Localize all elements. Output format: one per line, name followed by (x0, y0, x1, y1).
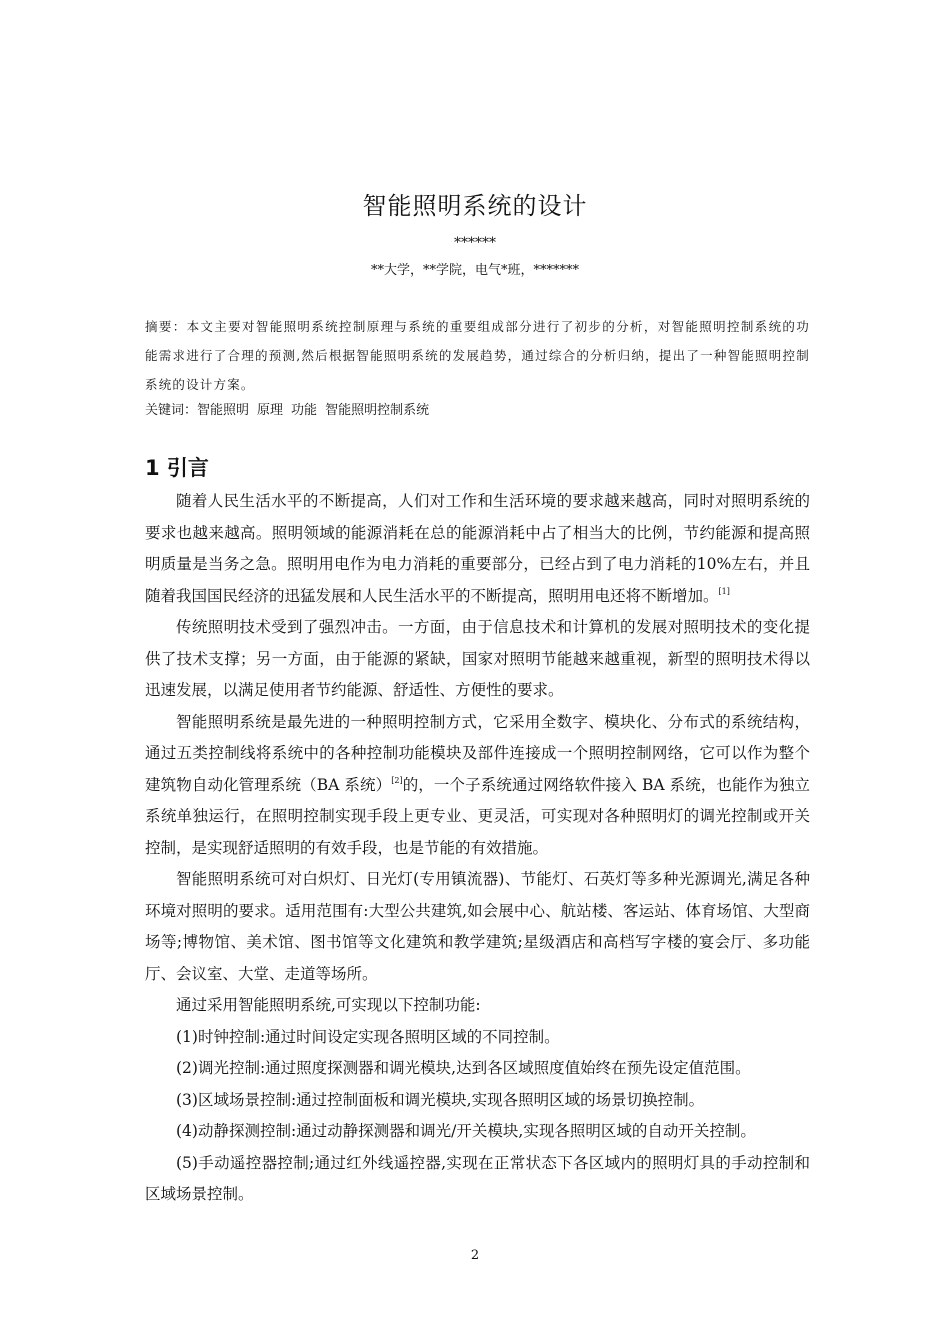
paragraph: 传统照明技术受到了强烈冲击。一方面，由于信息技术和计算机的发展对照明技术的变化提供了技术支撑；另一方面，由于能源的紧缺，国家对照明节能越来越重视，新型的照明技术得以迅速发展，以满足使用者节约能源、舒适性、方便性的要求。 (145, 618, 810, 699)
paragraph: 通过采用智能照明系统,可实现以下控制功能: (176, 996, 481, 1014)
keyword: 功能 (291, 403, 318, 418)
function-item: (1)时钟控制:通过时间设定实现各照明区域的不同控制。 (176, 1027, 560, 1046)
function-item: (4)动静探测控制:通过动静探测器和调光/开关模块,实现各照明区域的自动开关控制。 (176, 1122, 756, 1140)
keyword: 智能照明 (197, 403, 250, 418)
author-line: ****** (454, 235, 496, 251)
keyword: 智能照明控制系统 (325, 403, 430, 418)
paragraph-text: 的，一个子系统通过网络软件接入 BA 系统，也能作为独立系统单独运行，在照明控制实现手段上更专业、更灵活，可实现对各种照明灯的调光控制或开关控制，是实现舒适照明的有效手段，也是节能的有效措施。 (145, 775, 810, 857)
paragraph-text: 智能照明系统是最先进的一种照明控制方式，它采用全数字、模块化、分布式的系统结构，通过五类控制线将系统中的各种控制功能模块及部件连接成一个照明控制网络，它可以作为整个建筑物自动化管理系统（BA 系统） (145, 712, 810, 794)
paper-title: 智能照明系统的设计 (362, 192, 588, 220)
citation-ref: [2] (391, 775, 403, 785)
function-item: (3)区域场景控制:通过控制面板和调光模块,实现各照明区域的场景切换控制。 (176, 1090, 705, 1109)
paragraph (145, 486, 810, 612)
page-number: 2 (470, 1248, 480, 1263)
function-item: (5)手动遥控器控制;通过红外线遥控器,实现在正常状态下各区域内的照明灯具的手动控制和区域场景控制。 (145, 1153, 810, 1203)
abstract: 摘要：本文主要对智能照明系统控制原理与系统的重要组成部分进行了初步的分析，对智能照明控制系统的功能需求进行了合理的预测,然后根据智能照明系统的发展趋势，通过综合的分析归纳，提出了一种智能照明控制系统的设计方案。 (145, 319, 810, 392)
keywords-line (145, 400, 810, 422)
keyword: 原理 (257, 403, 284, 418)
section-heading: 1 引言 (145, 456, 209, 480)
function-item: (2)调光控制:通过照度探测器和调光模块,达到各区域照度值始终在预先设定值范围。 (176, 1059, 751, 1077)
paragraph: 智能照明系统可对白炽灯、日光灯(专用镇流器)、节能灯、石英灯等多种光源调光,满足各种环境对照明的要求。适用范围有:大型公共建筑,如会展中心、航站楼、客运站、体育场馆、大型商场等;博物馆、美术馆、图书馆等文化建筑和教学建筑;星级酒店和高档写字楼的宴会厅、多功能厅、会议室、大堂、走道等场所。 (145, 870, 810, 983)
citation-ref: [1] (718, 586, 730, 596)
affiliation-line: **大学，**学院，电气*班，******* (370, 263, 579, 278)
paragraph (145, 707, 810, 865)
keywords-label: 关键词： (145, 403, 198, 418)
section-body (145, 486, 810, 1211)
paragraph-text: 随着人民生活水平的不断提高，人们对工作和生活环境的要求越来越高，同时对照明系统的要求也越来越高。照明领域的能源消耗在总的能源消耗中占了相当大的比例，节约能源和提高照明质量是当务之急。照明用电作为电力消耗的重要部分，已经占到了电力消耗的10%左右，并且随着我国国民经济的迅猛发展和人民生活水平的不断提高，照明用电还将不断增加。 (145, 492, 810, 605)
